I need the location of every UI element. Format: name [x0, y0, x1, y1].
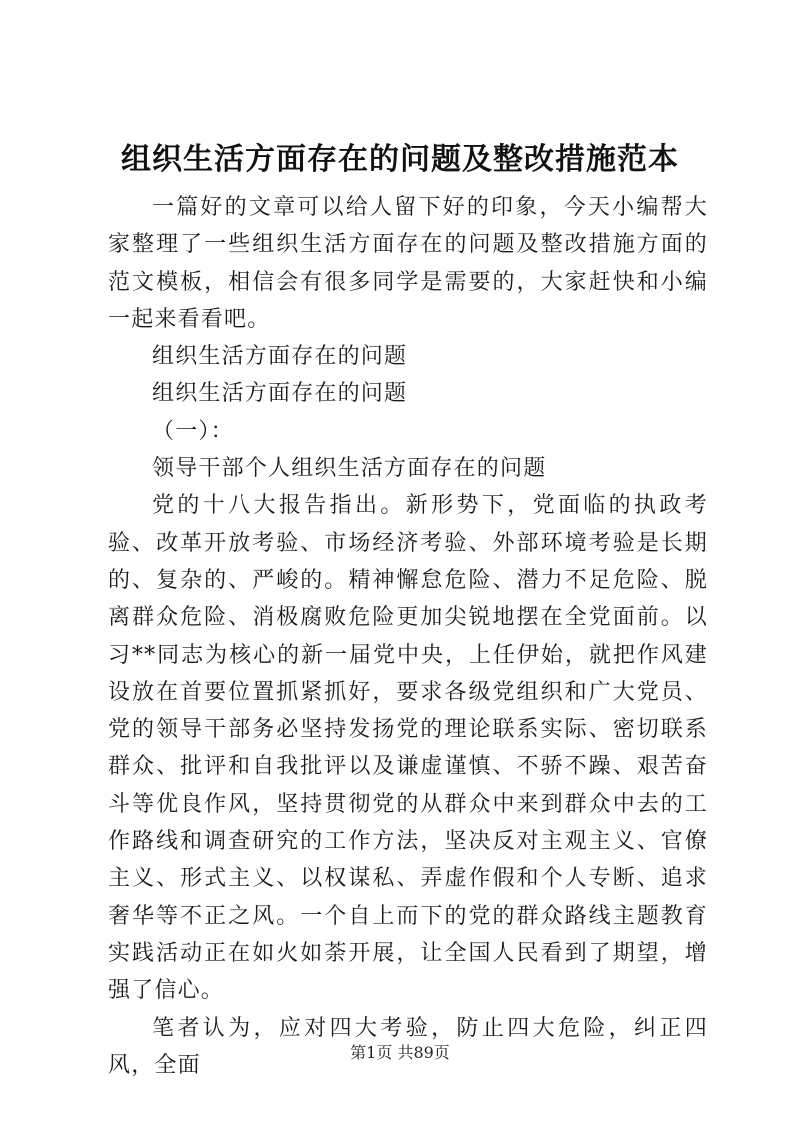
subsection-heading: 组织生活方面存在的问题 — [152, 381, 408, 407]
body-paragraph: 笔者认为，应对四大考验，防止四大危险，纠正四风，全面 — [108, 1015, 708, 1078]
item-number: （一）： — [152, 418, 234, 444]
intro-paragraph: 一篇好的文章可以给人留下好的印象，今天小编帮大家整理了一些组织生活方面存在的问题及整改措施方面的范文模板，相信会有很多同学是需要的，大家赶快和小编一起来看看吧。 — [108, 195, 708, 332]
section-heading: 组织生活方面存在的问题 — [152, 344, 408, 370]
document-title: 组织生活方面存在的问题及整改措施范本 — [121, 142, 679, 177]
page-footer: 第1页 共89页 — [350, 1043, 450, 1062]
document-body — [108, 189, 708, 1084]
body-paragraph: 党的十八大报告指出。新形势下，党面临的执政考验、改革开放考验、市场经济考验、外部环境考验是长期的、复杂的、严峻的。精神懈怠危险、潜力不足危险、脱离群众危险、消极腐败危险更加尖锐地摆在全党面前。以习**同志为核心的新一届党中央，上任伊始，就把作风建设放在首要位置抓紧抓好，要求各级党组织和广大党员、党的领导干部务必坚持发扬党的理论联系实际、密切联系群众、批评和自我批评以及谦虚谨慎、不骄不躁、艰苦奋斗等优良作风，坚持贯彻党的从群众中来到群众中去的工作路线和调查研究的工作方法，坚决反对主观主义、官僚主义、形式主义、以权谋私、弄虚作假和个人专断、追求奢华等不正之风。一个自上而下的党的群众路线主题教育实践活动正在如火如荼开展，让全国人民看到了期望，增强了信心。 — [108, 493, 708, 1004]
item-heading: 领导干部个人组织生活方面存在的问题 — [152, 456, 547, 482]
